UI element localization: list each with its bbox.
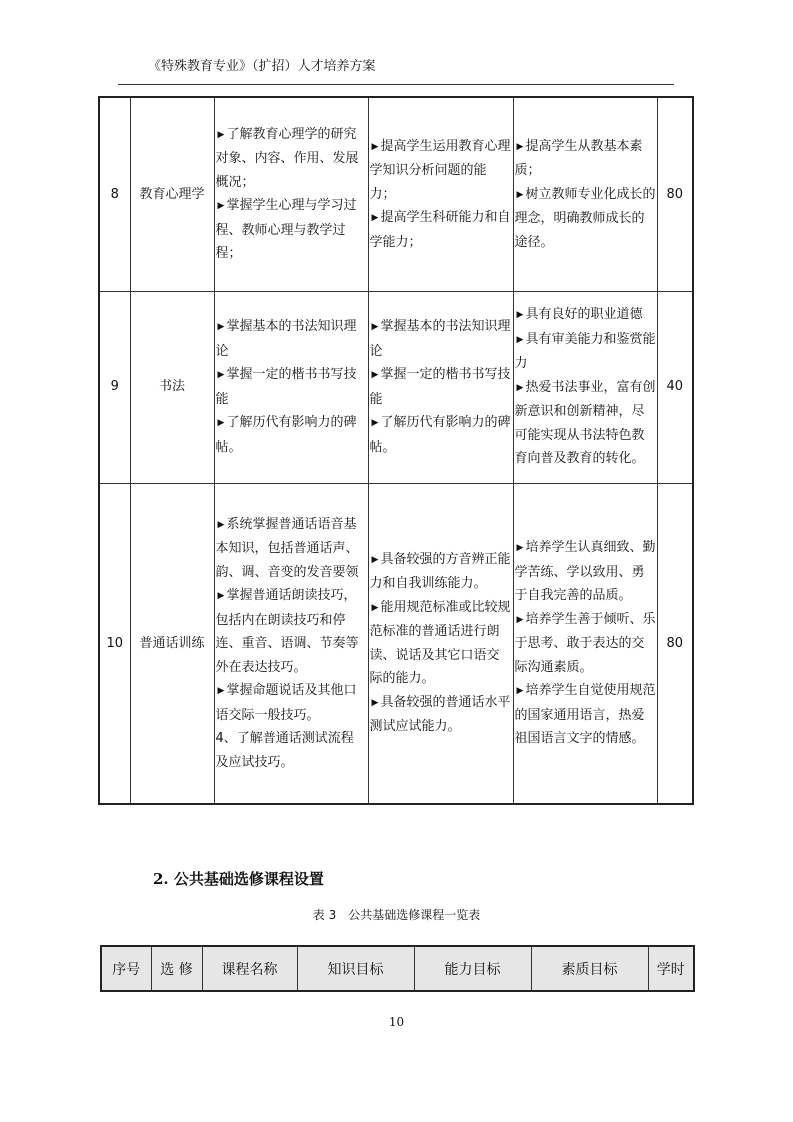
- bullet-item: [370, 596, 512, 691]
- triangle-right-icon: ▶: [371, 141, 379, 152]
- triangle-right-icon: ▶: [217, 322, 225, 332]
- column-header: 能力目标: [414, 946, 531, 991]
- column-header: 知识目标: [297, 946, 414, 991]
- table-row: [99, 291, 693, 483]
- header-rule: [118, 84, 674, 85]
- bullet-item: [216, 513, 367, 585]
- ability-goals: [368, 483, 513, 804]
- knowledge-goals: [214, 483, 368, 804]
- column-header: 学时: [648, 946, 694, 991]
- triangle-right-icon: ▶: [371, 697, 379, 708]
- triangle-right-icon: ▶: [371, 213, 379, 223]
- quality-goals: [513, 291, 657, 483]
- column-header: 选 修: [151, 946, 202, 991]
- triangle-right-icon: ▶: [516, 310, 524, 321]
- bullet-item: [216, 315, 367, 363]
- bullet-item: [515, 135, 656, 183]
- triangle-right-icon: ▶: [516, 614, 524, 625]
- page-number: 10: [388, 1015, 405, 1029]
- triangle-right-icon: ▶: [371, 322, 379, 332]
- bullet-text: 热爱书法事业，富有创新意识和创新精神，尽可能实现从书法特色教育向普及教育的转化。: [514, 379, 656, 467]
- triangle-right-icon: ▶: [217, 519, 225, 530]
- triangle-right-icon: ▶: [516, 686, 524, 696]
- bullet-item: [515, 536, 656, 608]
- course-name: 普通话训练: [130, 483, 214, 804]
- section-heading: 2. 公共基础选修课程设置: [153, 870, 324, 888]
- table-row: [99, 97, 693, 291]
- column-header: 课程名称: [202, 946, 297, 991]
- bullet-item: [515, 303, 656, 328]
- bullet-text: 掌握基本的书法知识理论: [215, 319, 357, 359]
- bullet-item: [216, 584, 367, 679]
- course-name: 教育心理学: [130, 97, 214, 291]
- bullet-text: 具有良好的职业道德: [525, 307, 643, 323]
- course-hours: 80: [657, 97, 693, 291]
- bullet-item: [370, 691, 512, 739]
- bullet-text: 培养学生善于倾听、乐于思考、敢于表达的交际沟通素质。: [514, 611, 656, 675]
- bullet-text: 培养学生认真细致、勤学苦练、学以致用、勇于自我完善的品质。: [514, 540, 656, 603]
- course-name: 书法: [130, 291, 214, 483]
- quality-goals: [513, 483, 657, 804]
- triangle-right-icon: ▶: [217, 370, 225, 380]
- course-hours: 80: [657, 483, 693, 804]
- triangle-right-icon: ▶: [217, 201, 225, 212]
- bullet-text: 提高学生从教基本素质；: [514, 138, 643, 178]
- bullet-item: [515, 679, 656, 751]
- bullet-item: [515, 328, 656, 376]
- bullet-text: 系统掌握普通话语音基本知识，包括普通话声、韵、调、音变的发音要领: [215, 516, 359, 580]
- triangle-right-icon: ▶: [516, 334, 524, 345]
- triangle-right-icon: ▶: [516, 189, 524, 200]
- bullet-item: [515, 183, 656, 255]
- bullet-item: [216, 679, 367, 727]
- bullet-text: 培养学生自觉使用规范的国家通用语言，热爱祖国语言文字的情感。: [514, 683, 656, 746]
- row-number: 10: [99, 483, 130, 804]
- triangle-right-icon: ▶: [371, 554, 379, 565]
- bullet-item: [370, 206, 512, 254]
- bullet-text: 具有审美能力和鉴赏能力: [514, 331, 656, 372]
- triangle-right-icon: ▶: [516, 382, 524, 393]
- column-header: 素质目标: [531, 946, 648, 991]
- triangle-right-icon: ▶: [371, 602, 379, 613]
- page-header-title: 《特殊教育专业》（扩招）人才培养方案: [148, 59, 376, 74]
- knowledge-goals: [214, 291, 368, 483]
- bullet-text: 提高学生科研能力和自学能力；: [369, 210, 511, 250]
- bullet-item: [370, 363, 512, 411]
- bullet-text: 掌握基本的书法知识理论: [369, 319, 511, 359]
- bullet-item: [370, 411, 512, 459]
- quality-goals: [513, 97, 657, 291]
- elective-table-header: [100, 945, 695, 992]
- ability-goals: [368, 97, 513, 291]
- bullet-text: 能用规范标准或比较规范标准的普通话进行朗读、说话及其它口语交际的能力。: [369, 599, 511, 687]
- course-table: [98, 96, 694, 805]
- triangle-right-icon: ▶: [217, 418, 225, 428]
- course-hours: 40: [657, 291, 693, 483]
- bullet-item: [515, 608, 656, 680]
- row-number: 8: [99, 97, 130, 291]
- bullet-text: 掌握普通话朗读技巧，包括内在朗读技巧和停连、重音、语调、节奏等外在表达技巧。: [215, 588, 359, 675]
- bullet-item: [216, 411, 367, 459]
- bullet-text: 了解历代有影响力的碑帖。: [369, 415, 511, 455]
- bullet-text: 提高学生运用教育心理学知识分析问题的能力；: [369, 138, 511, 202]
- bullet-text: 掌握一定的楷书书写技能: [369, 367, 511, 407]
- bullet-text: 了解教育心理学的研究对象、内容、作用、发展概况；: [215, 126, 359, 190]
- triangle-right-icon: ▶: [516, 543, 524, 553]
- triangle-right-icon: ▶: [371, 370, 379, 380]
- bullet-text: 具备较强的方音辨正能力和自我训练能力。: [369, 551, 511, 592]
- row-number: 9: [99, 291, 130, 483]
- table-row: [99, 483, 693, 804]
- bullet-item: [216, 123, 367, 195]
- bullet-item: [515, 376, 656, 471]
- bullet-text: 掌握一定的楷书书写技能: [215, 367, 357, 407]
- ability-goals: [368, 291, 513, 483]
- bullet-text: 掌握学生心理与学习过程、教师心理与教学过程；: [215, 198, 357, 262]
- triangle-right-icon: ▶: [217, 129, 225, 140]
- bullet-text: 具备较强的普通话水平测试应试能力。: [369, 694, 511, 735]
- bullet-item: [370, 548, 512, 596]
- header-row: [101, 946, 694, 991]
- bullet-item: [216, 363, 367, 411]
- column-header: 序号: [101, 946, 151, 991]
- triangle-right-icon: ▶: [217, 591, 225, 601]
- bullet-item: [370, 135, 512, 207]
- bullet-item: [216, 194, 367, 266]
- bullet-text: 树立教师专业化成长的理念，明确教师成长的途径。: [514, 186, 656, 250]
- bullet-item: [370, 315, 512, 363]
- table-caption: 表 3 公共基础选修课程一览表: [312, 908, 481, 922]
- triangle-right-icon: ▶: [217, 686, 225, 696]
- numbered-item: 4、了解普通话测试流程及应试技巧。: [215, 731, 354, 770]
- knowledge-goals: [214, 97, 368, 291]
- triangle-right-icon: ▶: [371, 418, 379, 428]
- bullet-text: 了解历代有影响力的碑帖。: [215, 415, 357, 455]
- bullet-text: 掌握命题说话及其他口语交际一般技巧。: [215, 683, 357, 723]
- triangle-right-icon: ▶: [516, 141, 524, 152]
